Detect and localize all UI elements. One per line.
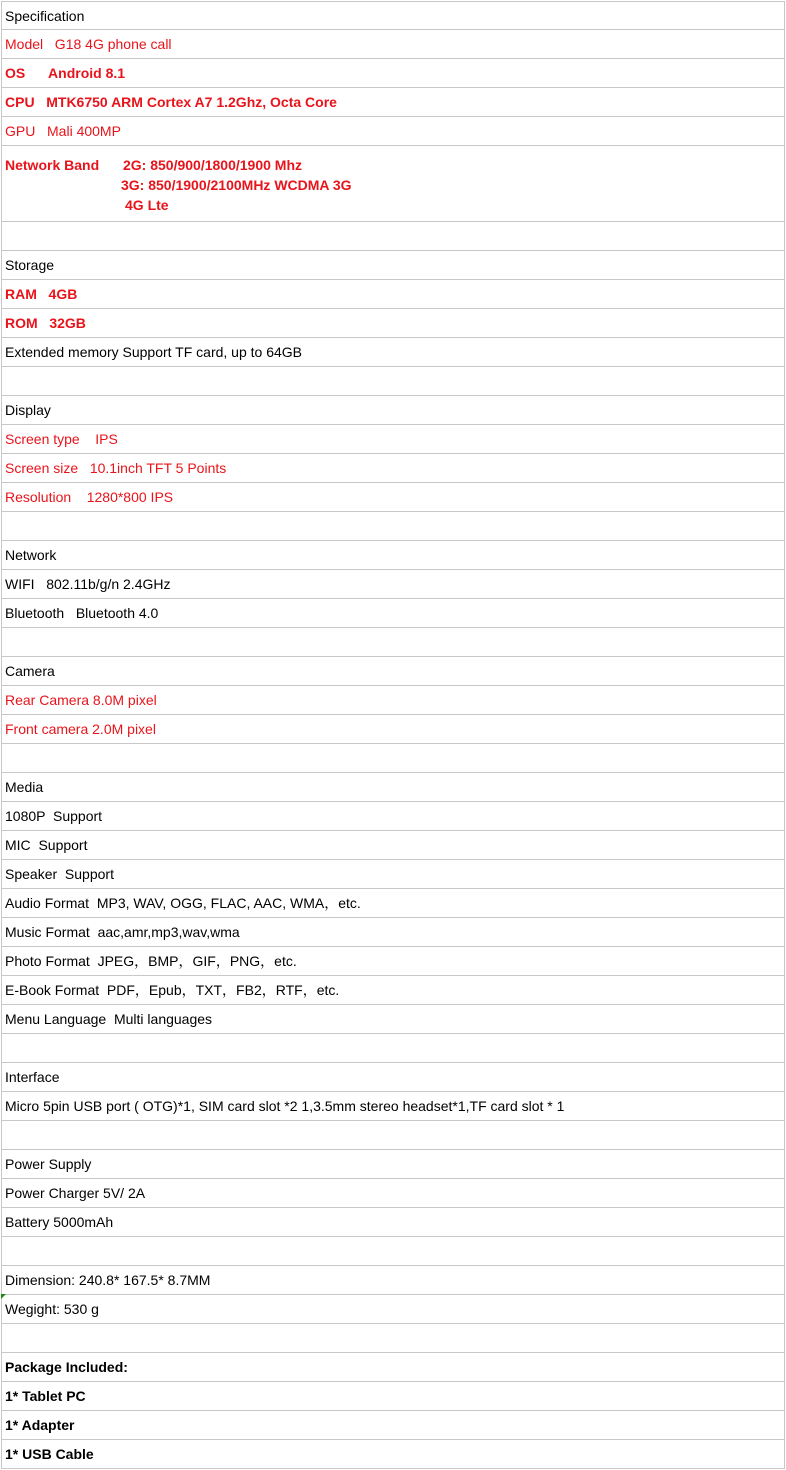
spec-row	[1, 1063, 785, 1092]
spec-row-text: Network	[5, 547, 57, 563]
spec-row	[1, 1005, 785, 1034]
spec-row-text: 1* USB Cable	[5, 1446, 94, 1462]
network-band-label: Network Band	[5, 157, 100, 173]
spec-row-text: ROM 32GB	[5, 315, 86, 331]
blank-row	[1, 512, 785, 541]
spec-row	[1, 483, 785, 512]
blank-row	[1, 367, 785, 396]
spec-row	[1, 309, 785, 338]
spec-row	[1, 1295, 785, 1324]
spec-row-text: Audio Format MP3, WAV, OGG, FLAC, AAC, WMA，etc.	[5, 895, 361, 911]
spec-row-text: GPU Mali 400MP	[5, 123, 121, 139]
spec-row-text: OS Android 8.1	[5, 65, 126, 81]
spec-row-text: Screen size 10.1inch TFT 5 Points	[5, 460, 227, 476]
spec-row	[1, 947, 785, 976]
spec-row	[1, 30, 785, 59]
spec-row-text: WIFI 802.11b/g/n 2.4GHz	[5, 576, 171, 592]
spec-row	[1, 454, 785, 483]
spec-row	[1, 251, 785, 280]
spec-row	[1, 976, 785, 1005]
network-band-line: 2G: 850/900/1800/1900 Mhz	[123, 157, 303, 173]
spec-row-text: Resolution 1280*800 IPS	[5, 489, 174, 505]
spec-row	[1, 1179, 785, 1208]
spec-row-text: E-Book Format PDF，Epub，TXT，FB2，RTF，etc.	[5, 982, 340, 998]
network-band-line: 4G Lte	[125, 197, 169, 213]
spec-row-text: Screen type IPS	[5, 431, 118, 447]
network-band-line: 3G: 850/1900/2100MHz WCDMA 3G	[121, 177, 352, 193]
spec-row-text: Rear Camera 8.0M pixel	[5, 692, 157, 708]
spec-row	[1, 599, 785, 628]
spec-row	[1, 1, 785, 30]
spec-row	[1, 686, 785, 715]
spec-row-text: Menu Language Multi languages	[5, 1011, 213, 1027]
spec-row-text: Battery 5000mAh	[5, 1214, 114, 1230]
spec-row	[1, 889, 785, 918]
spec-row-text: Model G18 4G phone call	[5, 36, 172, 52]
spec-row-text: Music Format aac,amr,mp3,wav,wma	[5, 924, 240, 940]
specification-sheet	[1, 1, 785, 1469]
spec-row	[1, 59, 785, 88]
spec-row	[1, 117, 785, 146]
spec-row-text: Front camera 2.0M pixel	[5, 721, 156, 737]
blank-row	[1, 744, 785, 773]
spec-row	[1, 88, 785, 117]
spec-row-text: 1080P Support	[5, 808, 103, 824]
spec-row-text: Power Charger 5V/ 2A	[5, 1185, 146, 1201]
spec-row	[1, 1092, 785, 1121]
spec-row-text: Display	[5, 402, 51, 418]
spec-row-text: Storage	[5, 257, 55, 273]
spec-row-text: Media	[5, 779, 44, 795]
spec-row-text: Photo Format JPEG，BMP，GIF，PNG，etc.	[5, 953, 297, 969]
spec-row	[1, 773, 785, 802]
spec-row	[1, 715, 785, 744]
spec-row	[1, 831, 785, 860]
spec-row	[1, 541, 785, 570]
spec-row-text: Camera	[5, 663, 55, 679]
spec-row	[1, 1411, 785, 1440]
spec-row-text: Micro 5pin USB port ( OTG)*1, SIM card slot *2 1,3.5mm stereo headset*1,TF card slot * 1	[5, 1098, 565, 1114]
spec-row-text: RAM 4GB	[5, 286, 78, 302]
spec-row-text: Interface	[5, 1069, 60, 1085]
spec-row-text: Extended memory Support TF card, up to 64GB	[5, 344, 303, 360]
spec-row	[1, 918, 785, 947]
spec-row-text: Dimension: 240.8* 167.5* 8.7MM	[5, 1272, 211, 1288]
blank-row	[1, 628, 785, 657]
spec-row	[1, 570, 785, 599]
spec-row-network-band	[1, 146, 785, 222]
spec-row	[1, 1266, 785, 1295]
spec-row-text: MIC Support	[5, 837, 88, 853]
blank-row	[1, 1237, 785, 1266]
cell-comment-marker	[1, 1294, 6, 1299]
spec-row	[1, 1150, 785, 1179]
spec-row-text: 1* Adapter	[5, 1417, 75, 1433]
blank-row	[1, 1121, 785, 1150]
spec-row	[1, 1382, 785, 1411]
spec-row-text: Power Supply	[5, 1156, 92, 1172]
blank-row	[1, 1324, 785, 1353]
blank-row	[1, 222, 785, 251]
spec-row	[1, 802, 785, 831]
spec-row-text: 1* Tablet PC	[5, 1388, 86, 1404]
spec-row	[1, 1353, 785, 1382]
spec-row	[1, 860, 785, 889]
blank-row	[1, 1034, 785, 1063]
spec-row	[1, 1440, 785, 1469]
spec-row	[1, 338, 785, 367]
spec-row-text: Wegight: 530 g	[5, 1301, 99, 1317]
spec-row-text: Speaker Support	[5, 866, 114, 882]
spec-row	[1, 1208, 785, 1237]
spec-row-text: CPU MTK6750 ARM Cortex A7 1.2Ghz, Octa Core	[5, 94, 337, 110]
spec-row-text: Specification	[5, 7, 85, 24]
spec-row	[1, 396, 785, 425]
spec-row-text: Bluetooth Bluetooth 4.0	[5, 605, 159, 621]
spec-row	[1, 280, 785, 309]
spec-row	[1, 425, 785, 454]
spec-row-text: Package Included:	[5, 1359, 128, 1375]
spec-row	[1, 657, 785, 686]
